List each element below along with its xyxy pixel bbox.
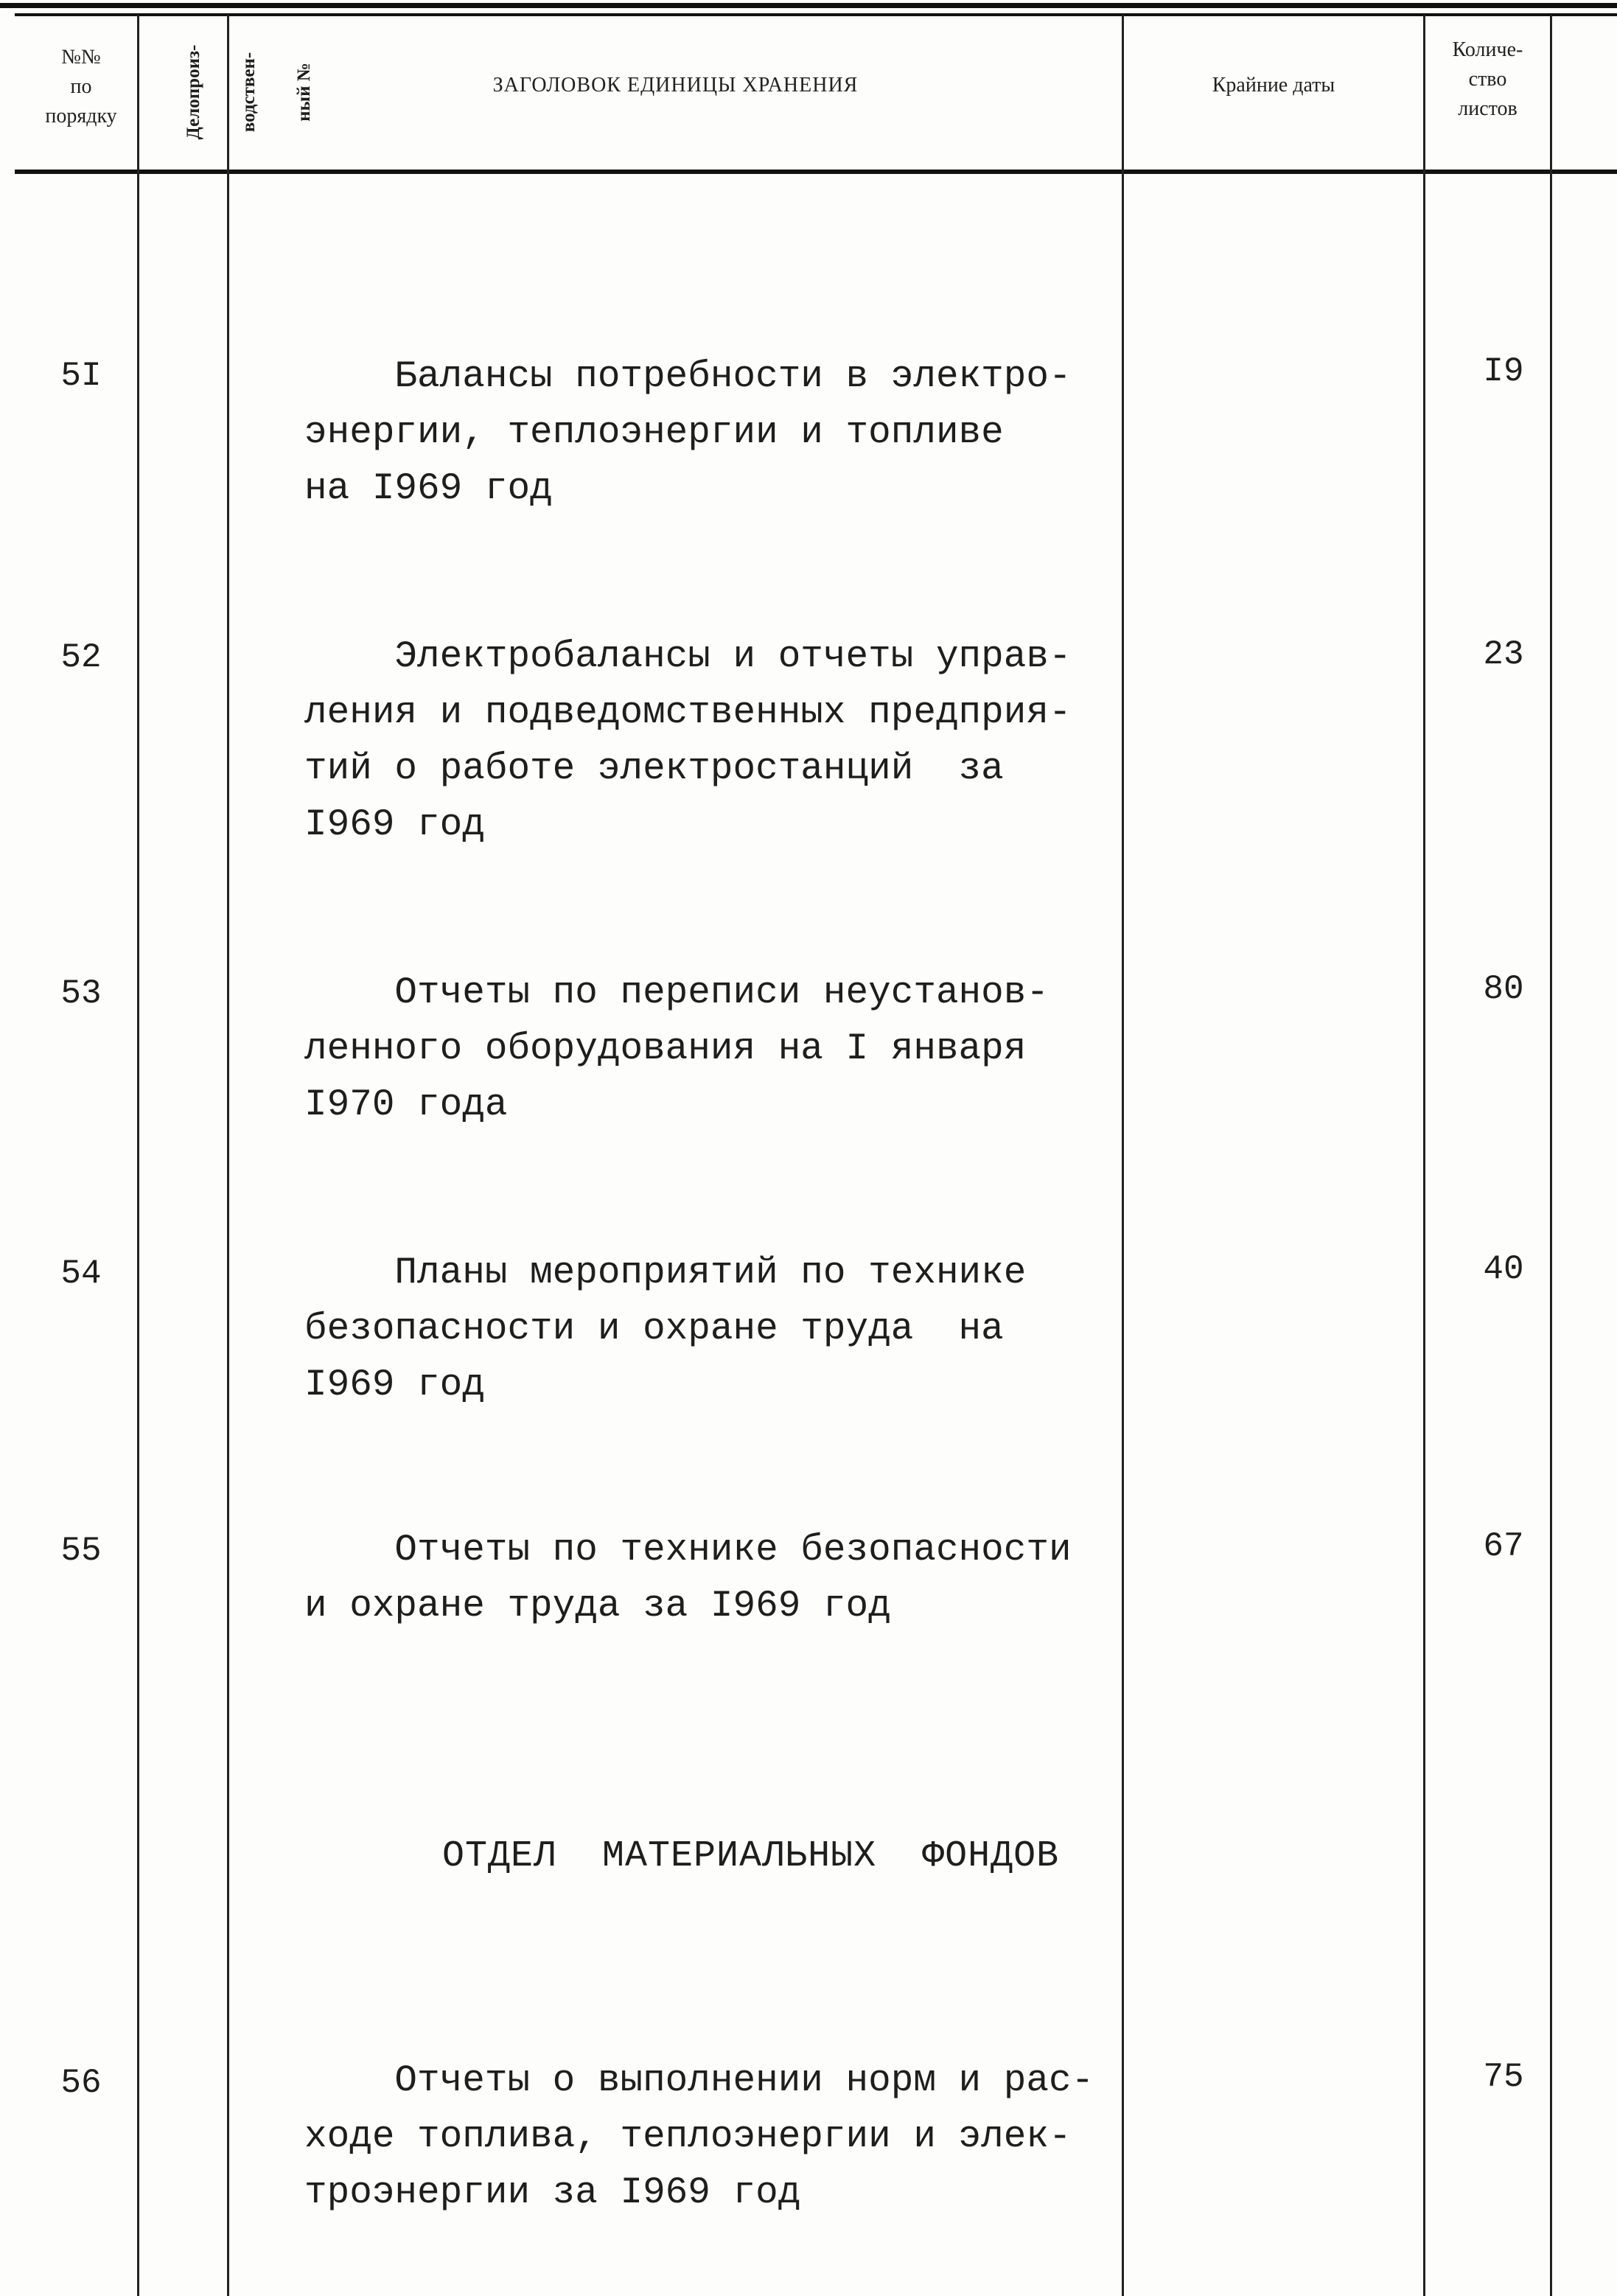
row-number: 5I (60, 357, 102, 395)
header-text: по (70, 75, 92, 98)
header-text: листов (1458, 97, 1518, 120)
header-sheets-column (1425, 35, 1550, 124)
column-divider (137, 15, 139, 2296)
title-line: Отчеты по переписи неустанов- (304, 972, 1049, 1014)
title-line: и охране труда за I969 год (304, 1585, 891, 1627)
title-line: на I969 год (304, 468, 553, 510)
row-title (304, 1523, 1122, 1635)
row-sheets: 80 (1483, 970, 1524, 1008)
row-sheets: 75 (1483, 2058, 1524, 2096)
row-title (304, 2054, 1122, 2222)
title-line: Отчеты о выполнении норм и рас- (304, 2060, 1094, 2102)
header-text: №№ (61, 46, 101, 69)
row-title (304, 349, 1122, 517)
title-line: троэнергии за I969 год (304, 2172, 801, 2214)
column-divider (227, 15, 229, 2296)
row-number: 55 (60, 1532, 102, 1570)
header-text: Количе- (1452, 38, 1523, 61)
header-text: ство (1468, 68, 1507, 91)
header-text: порядку (45, 105, 117, 128)
title-line: ленного оборудования на I января (304, 1028, 1027, 1070)
header-text: водствен- (239, 52, 259, 133)
header-text: ный № (294, 63, 314, 122)
title-line: I969 год (304, 804, 485, 846)
title-line: безопасности и охране труда на (304, 1308, 1004, 1350)
section-heading: ОТДЕЛ МАТЕРИАЛЬНЫХ ФОНДОВ (442, 1835, 1060, 1877)
row-sheets: I9 (1483, 352, 1524, 391)
title-line: Балансы потребности в электро- (304, 356, 1072, 398)
row-sheets: 67 (1483, 1527, 1524, 1566)
row-title (304, 1246, 1122, 1414)
row-sheets: 40 (1483, 1250, 1524, 1288)
row-sheets: 23 (1483, 635, 1524, 674)
header-title-column: ЗАГОЛОВОК ЕДИНИЦЫ ХРАНЕНИЯ (492, 74, 859, 97)
title-line: Электробалансы и отчеты управ- (304, 636, 1072, 678)
title-line: Планы мероприятий по технике (304, 1252, 1027, 1294)
header-top-rule (15, 13, 1617, 16)
title-line: Отчеты по технике безопасности (304, 1529, 1072, 1571)
title-line: ходе топлива, теплоэнергии и элек- (304, 2116, 1072, 2158)
row-number: 56 (60, 2064, 102, 2102)
header-dates-column: Крайние даты (1212, 74, 1335, 97)
title-line: тий о работе электростанций за (304, 748, 1004, 790)
row-number: 54 (60, 1255, 102, 1293)
title-line: I970 года (304, 1084, 508, 1126)
top-rule (0, 3, 1617, 8)
row-title (304, 966, 1122, 1134)
title-line: энергии, теплоэнергии и топливе (304, 412, 1004, 454)
header-text: Делопроиз- (184, 44, 203, 140)
row-title (304, 629, 1122, 854)
header-number-column (29, 43, 133, 131)
title-line: ления и подведомственных предприя- (304, 692, 1072, 734)
header-bottom-rule (15, 170, 1617, 174)
title-line: I969 год (304, 1364, 485, 1406)
row-number: 52 (60, 638, 102, 677)
row-number: 53 (60, 974, 102, 1013)
column-divider (1423, 15, 1425, 2296)
column-divider (1550, 15, 1552, 2296)
